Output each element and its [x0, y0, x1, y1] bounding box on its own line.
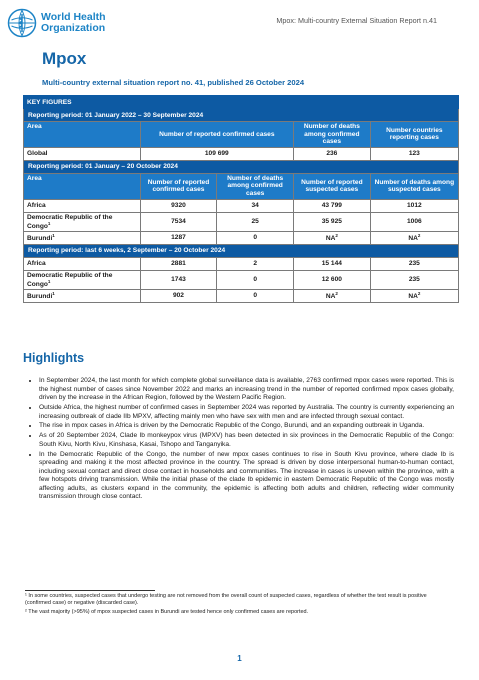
column-header: Number of reported confirmed cases — [140, 173, 217, 199]
list-item: • Outside Africa, the highest number of confirmed cases in September 2024 was reported by Australia. The country is currently experiencing an increasing outbreak of clade IIb MPXV, affecting mainly men who have sex with men and are infected through sexual contact. — [39, 404, 454, 421]
value-cell — [294, 231, 371, 244]
column-header: Area — [24, 122, 141, 148]
running-title: Mpox: Multi-country External Situation Report n.41 — [276, 16, 437, 25]
value-cell: 109 699 — [140, 147, 293, 160]
who-logo — [7, 8, 106, 38]
area-cell: Africa — [24, 257, 141, 270]
list-item: • In September 2024, the last month for which complete global surveillance data is available, 2763 confirmed mpox cases were reported. This is the highest number of cases since November 2022 and marks an increasing trend in the number of reported confirmed mpox cases globally, driven by the increase in the African Region, followed by the Western Pacific Region. — [39, 377, 454, 403]
period-1-label: Reporting period: 01 January 2022 – 30 September 2024 — [24, 109, 459, 122]
list-item: • In the Democratic Republic of the Congo, the number of new mpox cases continues to rise in South Kivu province, where clade Ib is spreading and making it the most affected province in the country. The spread is driven by close interpersonal human-to-human contact, including sexual contact and direct close contact in households and communities. The increase in cases is uneven within the province, with a few hotspots driving transmission. While the initial phase of the clade Ib epidemic in eastern Democratic Republic of the Congo was mostly affecting adults, as clusters expand in the community, the epidemic is affecting both adults and children, reflecting wider community transmission through close contact. — [39, 451, 454, 503]
value-cell: 2881 — [140, 257, 217, 270]
table-row — [24, 231, 459, 244]
footnote-ref: 2 — [417, 233, 421, 239]
value-cell: 12 600 — [294, 270, 371, 289]
column-header: Number of reported suspected cases — [294, 173, 371, 199]
value-text: NA — [325, 293, 336, 301]
table-row — [24, 212, 459, 231]
area-name: Burundi — [27, 235, 53, 243]
footnote-ref: 2 — [335, 233, 338, 239]
column-header: Number of deaths among suspected cases — [370, 173, 458, 199]
column-header: Number of deaths among confirmed cases — [294, 122, 371, 148]
footnote-ref: 1 — [52, 291, 55, 297]
period-2-label: Reporting period: 01 January – 20 October 2024 — [24, 160, 459, 173]
value-text: NA — [325, 235, 336, 243]
table-row — [24, 199, 459, 212]
highlights-list — [25, 377, 454, 503]
value-cell: 1006 — [370, 212, 458, 231]
value-cell: 15 144 — [294, 257, 371, 270]
list-item: • As of 20 September 2024, Clade Ib monkeypox virus (MPXV) has been detected in six provinces in the Democratic Republic of the Congo: South Kivu, North Kivu, Kinshasa, Kasai, Tshopo and Tanganyika. — [39, 432, 454, 449]
area-cell — [24, 231, 141, 244]
area-cell — [24, 270, 141, 289]
area-cell — [24, 212, 141, 231]
value-cell: 35 925 — [294, 212, 371, 231]
value-cell: 1743 — [140, 270, 217, 289]
value-cell: 235 — [370, 257, 458, 270]
table-row — [24, 257, 459, 270]
value-text: NA — [408, 235, 418, 243]
value-cell: 43 799 — [294, 199, 371, 212]
period-1-column-headers — [24, 122, 459, 148]
footnote-1: ¹ In some countries, suspected cases that undergo testing are not removed from the overall count of suspected cases, regardless of whether the test result is positive (confirmed case) or negative (discarded case). — [25, 593, 427, 606]
value-cell — [370, 289, 458, 302]
period-3-label: Reporting period: last 6 weeks, 2 September – 20 October 2024 — [24, 244, 459, 257]
value-cell: 0 — [217, 231, 294, 244]
value-cell: 7534 — [140, 212, 217, 231]
footnote-divider — [25, 590, 155, 591]
period-2-column-headers — [24, 173, 459, 199]
report-subtitle: Multi-country external situation report no. 41, published 26 October 2024 — [42, 78, 305, 87]
footnote-ref: 1 — [47, 278, 51, 284]
footnote-ref: 2 — [417, 291, 421, 297]
key-figures-heading: KEY FIGURES — [24, 96, 459, 109]
value-cell — [370, 231, 458, 244]
value-cell — [294, 289, 371, 302]
value-cell: 123 — [370, 147, 458, 160]
value-cell: 235 — [370, 270, 458, 289]
value-cell: 902 — [140, 289, 217, 302]
column-header: Number of deaths among confirmed cases — [217, 173, 294, 199]
page-header — [0, 0, 479, 46]
who-emblem-icon — [7, 8, 37, 38]
key-figures-table — [23, 95, 459, 303]
value-cell: 1287 — [140, 231, 217, 244]
area-cell: Africa — [24, 199, 141, 212]
column-header: Area — [24, 173, 141, 199]
value-cell: 0 — [217, 270, 294, 289]
table-row — [24, 147, 459, 160]
value-cell: 1012 — [370, 199, 458, 212]
value-text: NA — [408, 293, 418, 301]
who-logo-text — [41, 12, 106, 34]
list-item: • The rise in mpox cases in Africa is driven by the Democratic Republic of the Congo, Burundi, and an expanding outbreak in Uganda. — [39, 422, 454, 431]
area-name: Democratic Republic of the Congo — [27, 213, 113, 230]
table-row — [24, 270, 459, 289]
area-name: Burundi — [27, 293, 53, 301]
area-name: Democratic Republic of the Congo — [27, 271, 113, 288]
footnote-2: ² The vast majority (>95%) of mpox suspected cases in Burundi are tested hence only confirmed cases are reported. — [25, 609, 309, 615]
value-cell: 0 — [217, 289, 294, 302]
org-line-1: World Health — [41, 11, 106, 23]
org-line-2: Organization — [41, 22, 106, 34]
value-cell: 9320 — [140, 199, 217, 212]
page-number: 1 — [237, 654, 242, 663]
footnote-ref: 1 — [52, 233, 55, 239]
column-header: Number of reported confirmed cases — [140, 122, 293, 148]
table-row — [24, 289, 459, 302]
value-cell: 236 — [294, 147, 371, 160]
footnote-ref: 1 — [47, 220, 51, 226]
area-cell — [24, 289, 141, 302]
page-title: Mpox — [42, 49, 87, 68]
column-header: Number countries reporting cases — [370, 122, 458, 148]
value-cell: 34 — [217, 199, 294, 212]
value-cell: 2 — [217, 257, 294, 270]
highlights-heading: Highlights — [23, 351, 85, 365]
value-cell: 25 — [217, 212, 294, 231]
area-cell: Global — [24, 147, 141, 160]
footnote-ref: 2 — [335, 291, 338, 297]
